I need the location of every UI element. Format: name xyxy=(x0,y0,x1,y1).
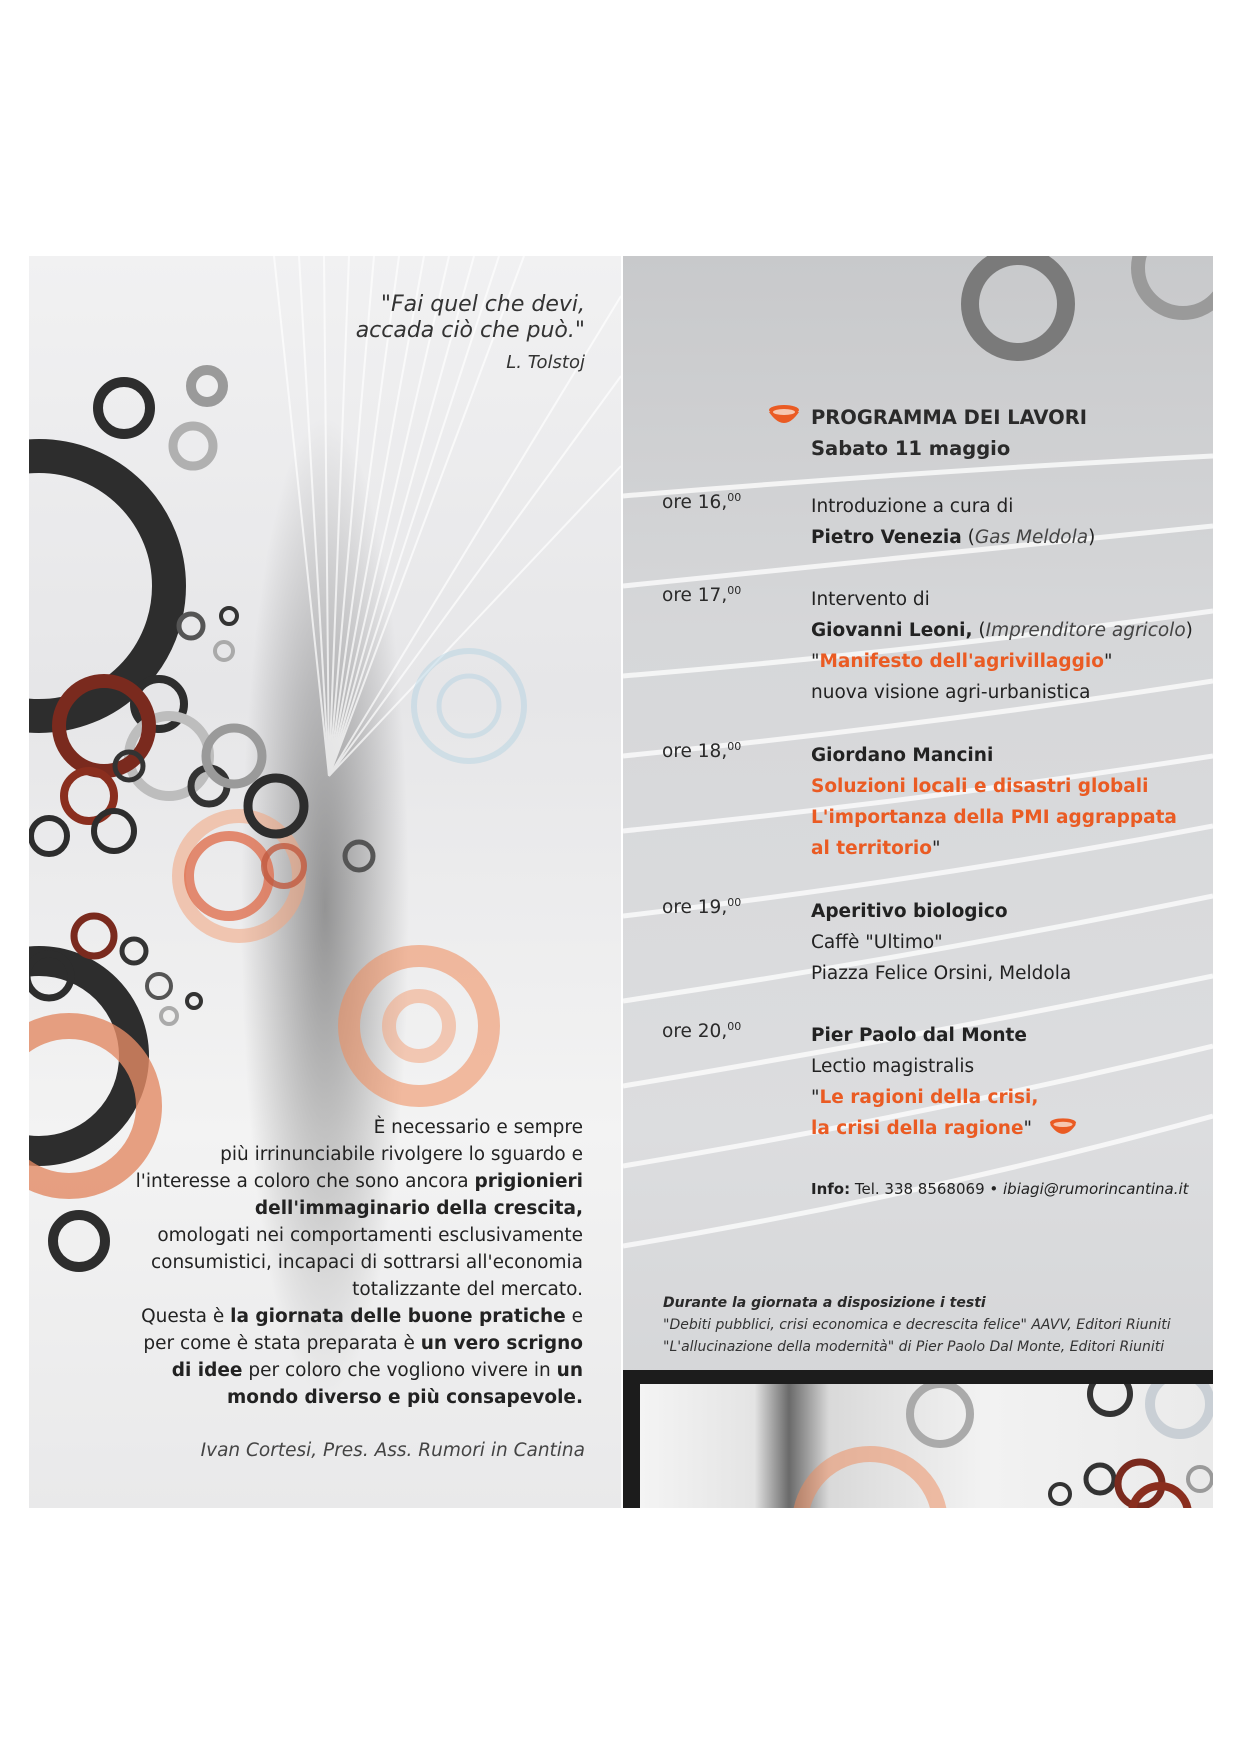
event-details: Introduzione a cura di Pietro Venezia (Gas Meldola) xyxy=(811,496,1096,548)
program-date: Sabato 11 maggio xyxy=(811,437,1011,460)
bottom-circles-decoration xyxy=(640,1384,1213,1508)
manifesto-line: per come è stata preparata è un vero scrigno xyxy=(143,1333,583,1354)
quote-line-1: "Fai quel che devi, xyxy=(380,292,585,317)
event-time: ore 18,00 xyxy=(662,740,742,762)
event-4 xyxy=(662,896,1202,996)
event-time: ore 19,00 xyxy=(662,896,742,918)
quote-line-2: accada ciò che può." xyxy=(355,318,585,343)
info-phone: Tel. 338 8568069 • xyxy=(850,1180,1003,1198)
bowl-icon xyxy=(1048,1114,1078,1140)
books-heading: Durante la giornata a disposizione i testi xyxy=(663,1295,986,1311)
manifesto-line: totalizzante del mercato. xyxy=(352,1279,583,1300)
event-3 xyxy=(662,740,1202,870)
book-2: "L'allucinazione della modernità" di Pier Paolo Dal Monte, Editori Riuniti xyxy=(663,1339,1165,1355)
manifesto-line: dell'immaginario della crescita, xyxy=(254,1198,583,1219)
book-1: "Debiti pubblici, crisi economica e decrescita felice" AAVV, Editori Riuniti xyxy=(663,1317,1171,1333)
bowl-icon xyxy=(767,400,801,430)
bottom-image xyxy=(640,1384,1213,1508)
manifesto-line: più irrinunciabile rivolgere lo sguardo e xyxy=(220,1144,583,1165)
event-time: ore 16,00 xyxy=(662,491,742,513)
signature: Ivan Cortesi, Pres. Ass. Rumori in Cantina xyxy=(200,1440,585,1461)
event-time: ore 20,00 xyxy=(662,1020,742,1042)
manifesto-line: Questa è la giornata delle buone pratiche e xyxy=(141,1306,583,1327)
manifesto-line: omologati nei comportamenti esclusivamente xyxy=(157,1225,583,1246)
event-details: Giordano Mancini Soluzioni locali e disastri globali L'importanza della PMI aggrappata al territorio" xyxy=(811,745,1177,859)
event-time: ore 17,00 xyxy=(662,584,742,606)
event-details: Pier Paolo dal Monte Lectio magistralis "Le ragioni della crisi, la crisi della ragione" xyxy=(811,1020,1191,1144)
manifesto-text xyxy=(123,1114,583,1411)
contact-info xyxy=(811,1180,1189,1198)
manifesto-line: l'interesse a coloro che sono ancora prigionieri xyxy=(135,1171,583,1192)
manifesto-line: mondo diverso e più consapevole. xyxy=(226,1387,583,1408)
event-2 xyxy=(662,584,1202,714)
manifesto-line: di idee per coloro che vogliono vivere in un xyxy=(171,1360,583,1381)
program-heading xyxy=(811,402,1087,464)
quote-author: L. Tolstoj xyxy=(506,352,585,373)
bottom-image-strip xyxy=(623,1370,1213,1508)
left-panel xyxy=(29,256,621,1508)
info-email[interactable]: ibiagi@rumorincantina.it xyxy=(1003,1180,1189,1198)
manifesto-line: consumistici, incapaci di sottrarsi all'economia xyxy=(150,1252,583,1273)
event-1 xyxy=(662,491,1202,557)
books-note xyxy=(663,1292,1171,1358)
event-details: Intervento di Giovanni Leoni, (Imprenditore agricolo) "Manifesto dell'agrivillaggio" nuova visione agri-urbanistica xyxy=(811,589,1193,703)
event-details: Aperitivo biologico Caffè "Ultimo" Piazza Felice Orsini, Meldola xyxy=(811,901,1072,984)
event-5 xyxy=(662,1020,1202,1150)
manifesto-line: È necessario e sempre xyxy=(373,1117,583,1138)
tolstoj-quote xyxy=(356,292,585,376)
right-panel xyxy=(623,256,1213,1508)
info-label: Info: xyxy=(811,1180,851,1198)
program-title: PROGRAMMA DEI LAVORI xyxy=(811,406,1088,429)
